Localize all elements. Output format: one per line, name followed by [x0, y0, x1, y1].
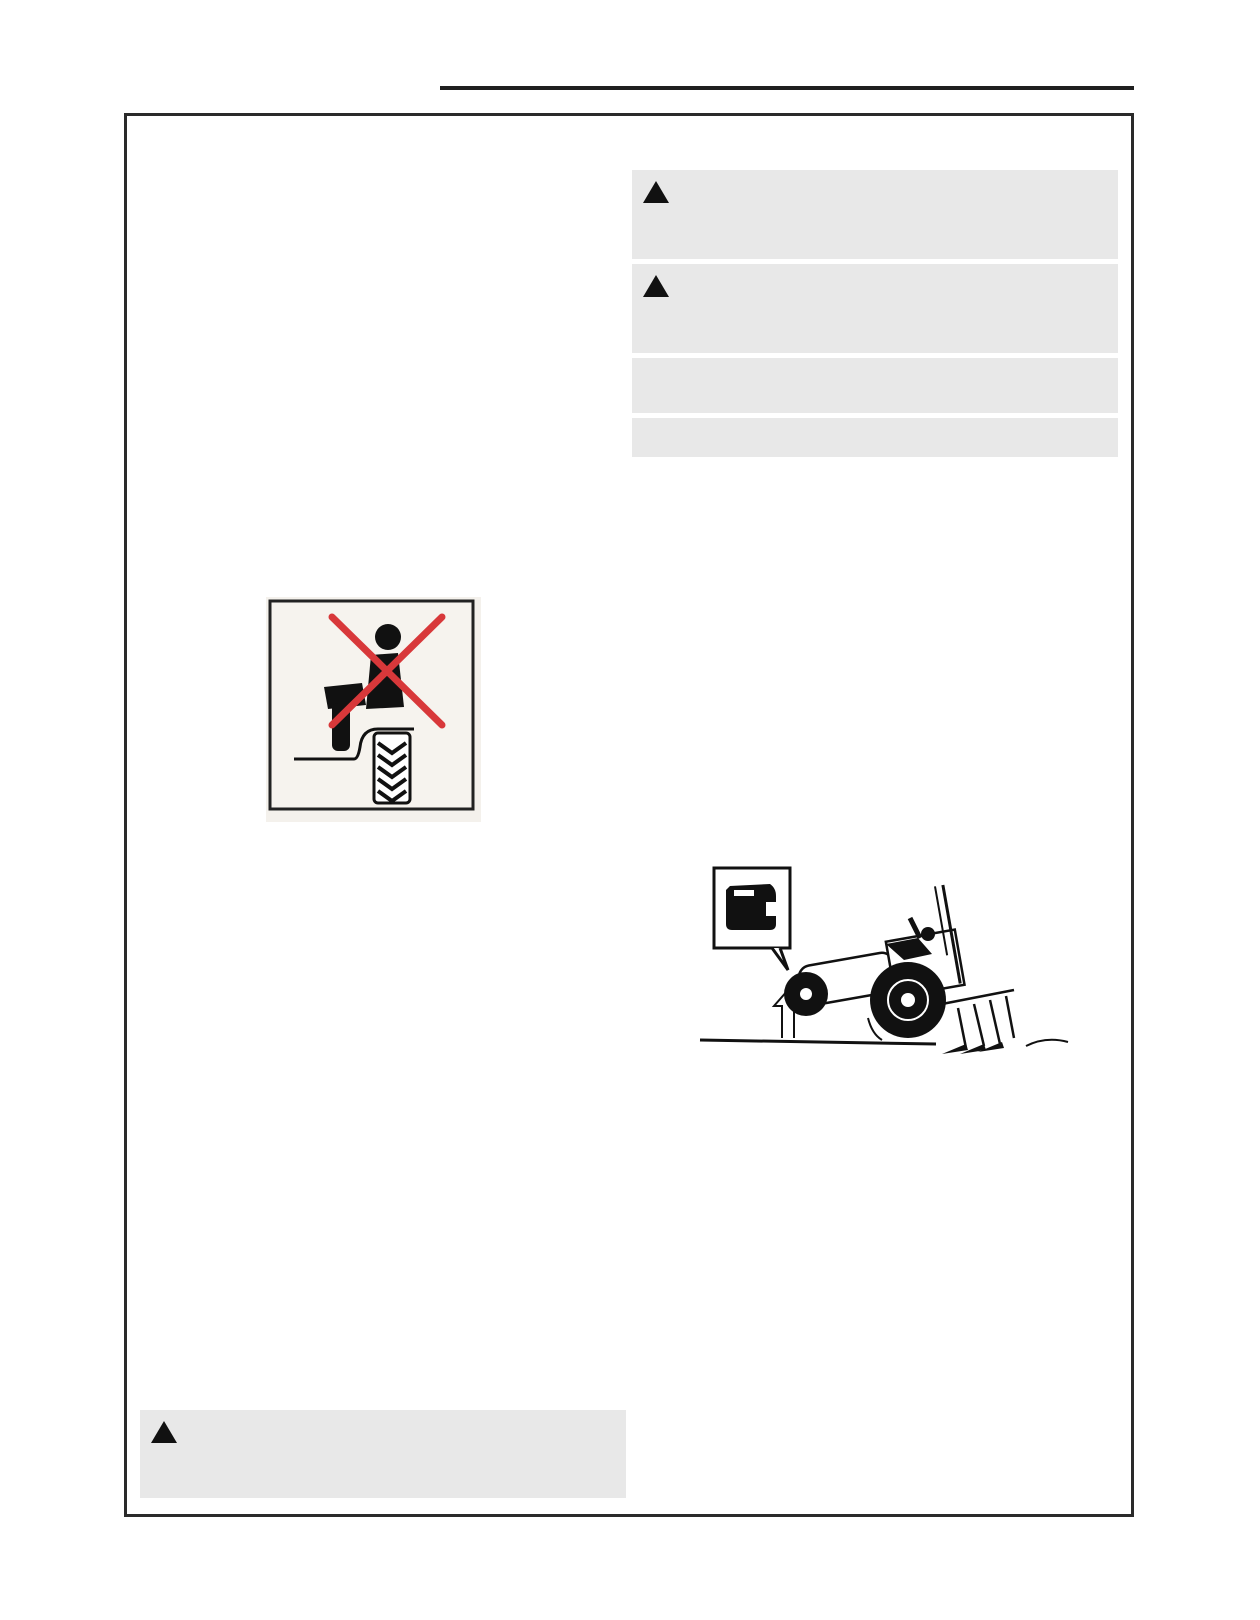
warning-callout-5 — [140, 1410, 626, 1498]
no-riders-icon — [266, 597, 481, 822]
warning-triangle-icon — [642, 180, 670, 204]
tractor-rear-tip-icon — [696, 858, 1096, 1078]
header-rule — [440, 86, 1134, 90]
warning-callout-1 — [632, 170, 1118, 259]
warning-callout-2 — [632, 264, 1118, 353]
info-callout-4 — [632, 418, 1118, 457]
warning-triangle-icon — [642, 274, 670, 298]
info-callout-3 — [632, 358, 1118, 413]
warning-triangle-icon — [150, 1420, 178, 1444]
